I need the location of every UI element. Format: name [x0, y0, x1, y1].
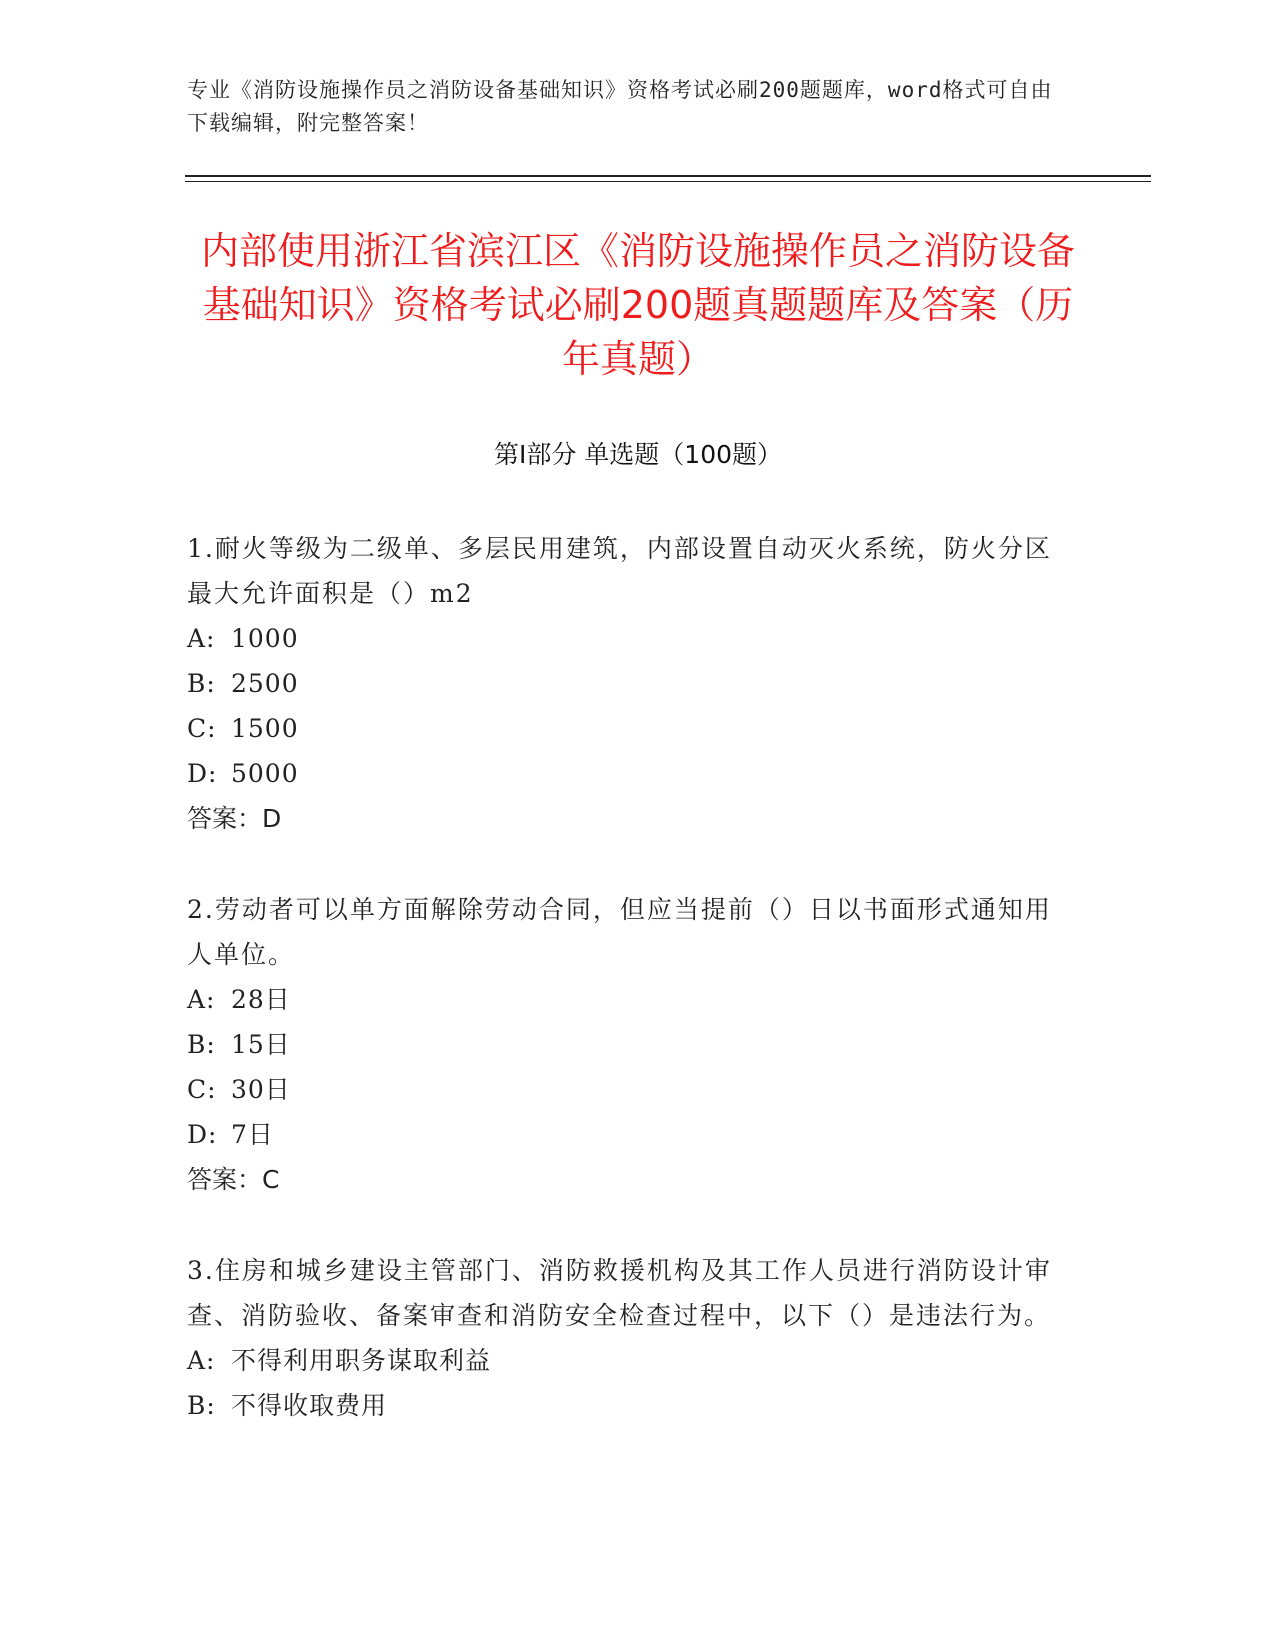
option-text: 7日	[231, 1120, 274, 1149]
option-text: 5000	[231, 759, 299, 788]
answer-line: 答案：D	[187, 804, 282, 833]
option-key: A:	[187, 985, 216, 1014]
option-d	[187, 751, 1067, 796]
option-key: A:	[187, 1346, 216, 1375]
option-key: C:	[187, 1075, 217, 1104]
option-b	[187, 1383, 1067, 1428]
option-d	[187, 1112, 1067, 1157]
option-key: C:	[187, 714, 217, 743]
option-key: D:	[187, 759, 218, 788]
section-title: 第I部分 单选题（100题）	[493, 440, 783, 469]
option-b	[187, 1022, 1067, 1067]
option-b	[187, 661, 1067, 706]
option-text: 30日	[231, 1075, 291, 1104]
option-c	[187, 706, 1067, 751]
option-text: 2500	[231, 669, 299, 698]
option-a	[187, 977, 1067, 1022]
option-text: 1500	[231, 714, 299, 743]
answer-line: 答案：C	[187, 1165, 280, 1194]
question-3	[187, 1248, 1067, 1428]
option-key: B:	[187, 1030, 216, 1059]
option-key: D:	[187, 1120, 218, 1149]
option-key: B:	[187, 1391, 216, 1420]
option-c	[187, 1067, 1067, 1112]
header-divider-thick	[185, 175, 1151, 177]
option-text: 15日	[231, 1030, 291, 1059]
option-text: 不得利用职务谋取利益	[231, 1346, 492, 1375]
question-2	[187, 887, 1067, 1202]
document-title: 内部使用浙江省滨江区《消防设施操作员之消防设备基础知识》资格考试必刷200题真题题库及答案（历年真题）	[200, 229, 1075, 381]
option-key: B:	[187, 669, 216, 698]
option-key: A:	[187, 624, 216, 653]
question-stem: 3.住房和城乡建设主管部门、消防救援机构及其工作人员进行消防设计审查、消防验收、备案审查和消防安全检查过程中，以下（）是违法行为。	[187, 1256, 1052, 1330]
header-note: 专业《消防设施操作员之消防设备基础知识》资格考试必刷200题题库，word格式可自由下载编辑，附完整答案！	[187, 78, 1053, 135]
option-text: 不得收取费用	[231, 1391, 388, 1420]
option-a	[187, 616, 1067, 661]
question-1	[187, 526, 1067, 841]
question-stem: 1.耐火等级为二级单、多层民用建筑，内部设置自动灭火系统，防火分区最大允许面积是（）m2	[187, 534, 1052, 608]
option-text: 28日	[231, 985, 291, 1014]
header-divider-thin	[185, 181, 1151, 182]
option-text: 1000	[231, 624, 299, 653]
question-stem: 2.劳动者可以单方面解除劳动合同，但应当提前（）日以书面形式通知用人单位。	[187, 895, 1052, 969]
option-a	[187, 1338, 1067, 1383]
